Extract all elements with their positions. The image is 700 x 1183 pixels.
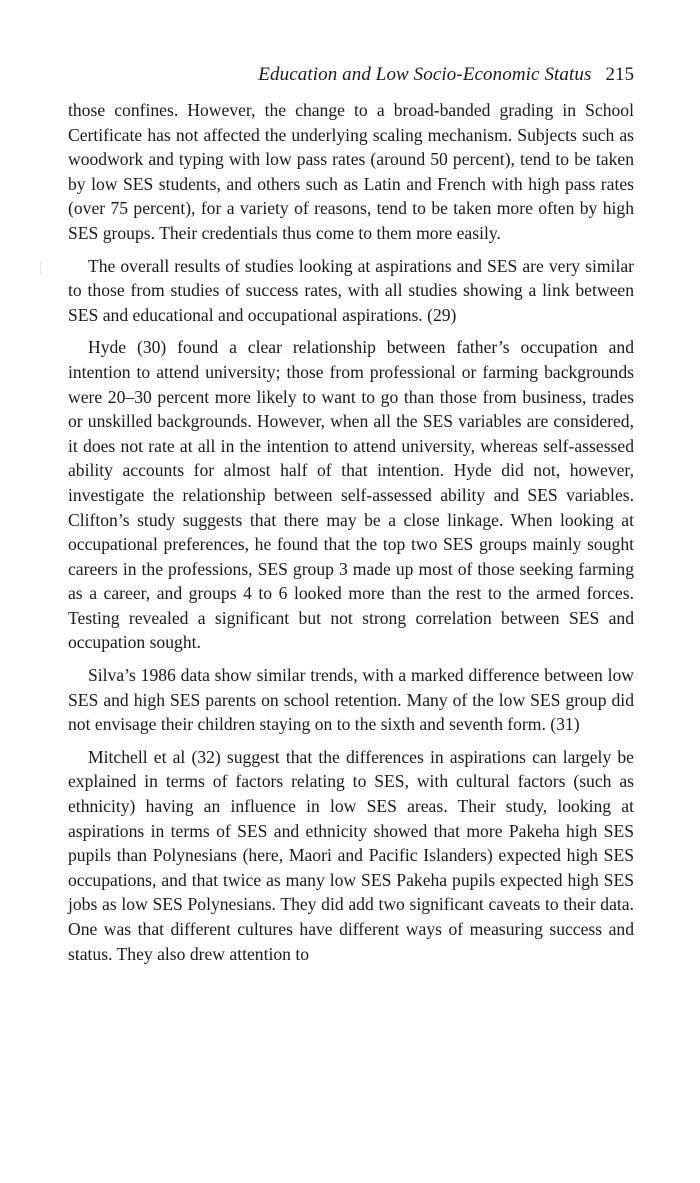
running-title: Education and Low Socio-Economic Status	[258, 64, 592, 85]
body-text	[68, 98, 634, 966]
paragraph-silva: Silva’s 1986 data show similar trends, with a marked difference between low SES and high SES parents on school retention. Many of the low SES group did not envisage their children staying on to the sixth and seventh form. (31)	[68, 665, 634, 735]
margin-mark	[40, 262, 41, 274]
page-number: 215	[605, 64, 634, 85]
book-page	[68, 62, 634, 974]
paragraph-continuation: those confines. However, the change to a broad-banded grading in School Certificate has not affected the underlying scaling mechanism. Subjects such as woodwork and typing with low pass rates (around 50 percent), tend to be taken by low SES students, and others such as Latin and French with high pass rates (over 75 percent), for a variety of reasons, tend to be taken more often by high SES groups. Their credentials thus come to them more easily.	[68, 100, 634, 243]
paragraph-hyde: Hyde (30) found a clear relationship between father’s occupation and intention to attend university; those from professional or farming backgrounds were 20–30 percent more likely to want to go than those from business, trades or unskilled backgrounds. However, when all the SES variables are considered, it does not rate at all in the intention to attend university, whereas self-assessed ability accounts for almost half of that intention. Hyde did not, however, investigate the relationship between self-assessed ability and SES variables. Clifton’s study suggests that there may be a close linkage. When looking at occupational preferences, he found that the top two SES groups mainly sought careers in the professions, SES group 3 made up most of those seeking farming as a career, and groups 4 to 6 looked more than the rest to the armed forces. Testing revealed a significant but not strong correlation between SES and occupation sought.	[68, 337, 634, 653]
paragraph-aspirations: The overall results of studies looking at aspirations and SES are very similar to those from studies of success rates, with all studies showing a link between SES and educational and occupational aspirations. (29)	[68, 255, 634, 325]
paragraph-mitchell: Mitchell et al (32) suggest that the differences in aspirations can largely be explained in terms of factors relating to SES, with cultural factors (such as ethnicity) having an influence in low SES areas. Their study, looking at aspirations in terms of SES and ethnicity showed that more Pakeha high SES pupils than Polynesians (here, Maori and Pacific Islanders) expected high SES occupations, and that twice as many low SES Pakeha pupils expected high SES jobs as low SES Polynesians. They did add two significant caveats to their data. One was that different cultures have different ways of measuring success and status. They also drew attention to	[68, 746, 634, 964]
running-head	[68, 62, 634, 88]
